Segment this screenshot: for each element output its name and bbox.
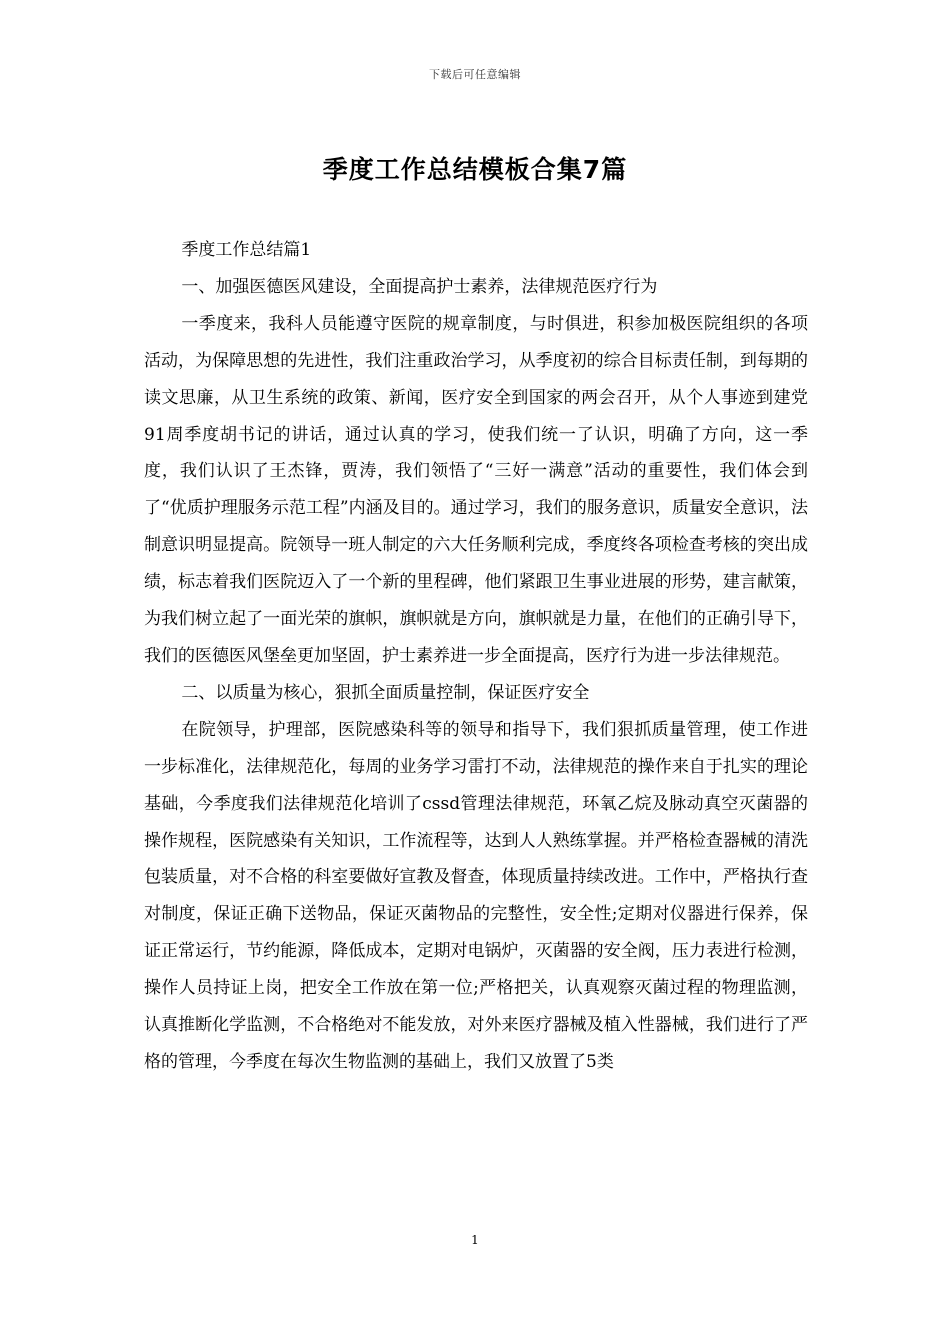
body-paragraph: 在院领导，护理部，医院感染科等的领导和指导下，我们狠抓质量管理，使工作进一步标准化，法律规范化，每周的业务学习雷打不动，法律规范的操作来自于扎实的理论基础，今季度我们法律规范化培训了cssd管理法律规范，环氧乙烷及脉动真空灭菌器的操作规程，医院感染有关知识，工作流程等，达到人人熟练掌握。并严格检查器械的清洗包装质量，对不合格的科室要做好宣教及督查，体现质量持续改进。工作中，严格执行查对制度，保证正确下送物品，保证灭菌物品的完整性，安全性;定期对仪器进行保养，保证正常运行，节约能源，降低成本，定期对电锅炉，灭菌器的安全阀，压力表进行检测，操作人员持证上岗，把安全工作放在第一位;严格把关，认真观察灭菌过程的物理监测，认真推断化学监测，不合格绝对不能发放，对外来医疗器械及植入性器械，我们进行了严格的管理，今季度在每次生物监测的基础上，我们又放置了5类 bbox=[144, 719, 808, 1072]
page-number: 1 bbox=[471, 1233, 479, 1247]
subsection-heading: 二、以质量为核心，狠抓全面质量控制，保证医疗安全 bbox=[181, 682, 590, 703]
section-heading: 季度工作总结篇1 bbox=[181, 240, 312, 260]
document-body bbox=[144, 232, 808, 1081]
body-paragraph: 一季度来，我科人员能遵守医院的规章制度，与时俱进，积参加极医院组织的各项活动，为保障思想的先进性，我们注重政治学习，从季度初的综合目标责任制，到每期的读文思廉，从卫生系统的政策、新闻，医疗安全到国家的两会召开，从个人事迹到建党91周季度胡书记的讲话，通过认真的学习，使我们统一了认识，明确了方向，这一季度，我们认识了王杰锋，贾涛，我们领悟了“三好一满意”活动的重要性，我们体会到了“优质护理服务示范工程”内涵及目的。通过学习，我们的服务意识，质量安全意识，法制意识明显提高。院领导一班人制定的六大任务顺利完成，季度终各项检查考核的突出成绩，标志着我们医院迈入了一个新的里程碑，他们紧跟卫生事业进展的形势，建言献策，为我们树立起了一面光荣的旗帜，旗帜就是方向，旗帜就是力量，在他们的正确引导下，我们的医德医风堡垒更加坚固，护士素养进一步全面提高，医疗行为进一步法律规范。 bbox=[144, 313, 808, 666]
subsection-heading: 一、加强医德医风建设，全面提高护士素养，法律规范医疗行为 bbox=[181, 276, 658, 297]
document-title: 季度工作总结模板合集7篇 bbox=[322, 155, 628, 184]
header-note: 下载后可任意编辑 bbox=[429, 68, 521, 81]
